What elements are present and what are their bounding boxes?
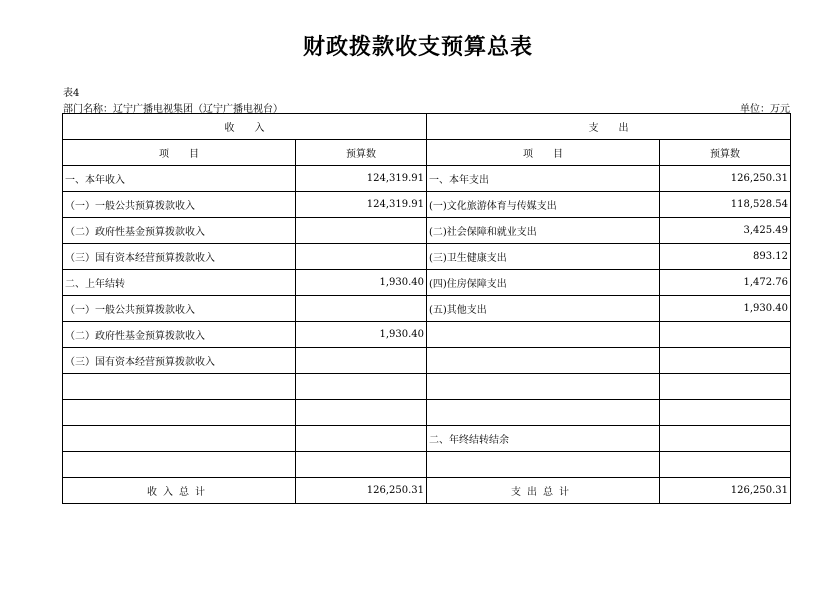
income-item-cell <box>63 426 296 452</box>
income-item-cell: （三）国有资本经营预算拨款收入 <box>63 244 296 270</box>
income-total-label: 收入总计 <box>63 478 296 504</box>
expense-item-cell: (五)其他支出 <box>427 296 660 322</box>
expense-value-cell: 118,528.54 <box>660 192 791 218</box>
expense-item-cell: (三)卫生健康支出 <box>427 244 660 270</box>
table-row <box>63 426 791 452</box>
income-value-cell <box>296 218 427 244</box>
expense-item-cell: (二)社会保障和就业支出 <box>427 218 660 244</box>
table-row <box>63 296 791 322</box>
income-item-cell: （三）国有资本经营预算拨款收入 <box>63 348 296 374</box>
expense-total-label: 支出总计 <box>427 478 660 504</box>
expense-value-cell <box>660 374 791 400</box>
expense-value-cell: 126,250.31 <box>660 166 791 192</box>
expense-value-cell: 893.12 <box>660 244 791 270</box>
income-value-cell: 124,319.91 <box>296 192 427 218</box>
table-row <box>63 322 791 348</box>
expense-value-cell <box>660 452 791 478</box>
income-total-value: 126,250.31 <box>296 478 427 504</box>
income-header: 收 入 <box>63 114 427 140</box>
table-row <box>63 166 791 192</box>
expense-total-value: 126,250.31 <box>660 478 791 504</box>
expense-item-cell: 一、本年支出 <box>427 166 660 192</box>
expense-item-cell <box>427 400 660 426</box>
income-item-cell: （一）一般公共预算拨款收入 <box>63 296 296 322</box>
unit-label: 单位：万元 <box>740 104 790 115</box>
expense-item-header: 项 目 <box>427 140 660 166</box>
table-row <box>63 374 791 400</box>
income-value-cell <box>296 374 427 400</box>
income-value-cell <box>296 452 427 478</box>
income-value-cell <box>296 244 427 270</box>
table-number: 表4 <box>63 88 80 99</box>
expense-item-cell: (一)文化旅游体育与传媒支出 <box>427 192 660 218</box>
income-item-header: 项 目 <box>63 140 296 166</box>
income-item-cell: 一、本年收入 <box>63 166 296 192</box>
income-item-cell: （二）政府性基金预算拨款收入 <box>63 322 296 348</box>
income-value-cell <box>296 348 427 374</box>
expense-value-cell: 3,425.49 <box>660 218 791 244</box>
table-row <box>63 192 791 218</box>
income-item-cell <box>63 374 296 400</box>
income-budget-header: 预算数 <box>296 140 427 166</box>
expense-item-cell <box>427 322 660 348</box>
income-value-cell <box>296 400 427 426</box>
expense-item-cell: 二、年终结转结余 <box>427 426 660 452</box>
section-header-row <box>63 114 791 140</box>
expense-value-cell: 1,930.40 <box>660 296 791 322</box>
budget-table-body <box>63 114 791 504</box>
budget-table <box>62 113 791 504</box>
expense-header: 支 出 <box>427 114 791 140</box>
table-row <box>63 218 791 244</box>
table-row <box>63 270 791 296</box>
table-row <box>63 244 791 270</box>
expense-value-cell <box>660 426 791 452</box>
income-item-cell: （一）一般公共预算拨款收入 <box>63 192 296 218</box>
income-item-cell <box>63 452 296 478</box>
income-value-cell <box>296 296 427 322</box>
expense-item-cell <box>427 348 660 374</box>
expense-value-cell <box>660 400 791 426</box>
expense-value-cell <box>660 348 791 374</box>
expense-value-cell <box>660 322 791 348</box>
table-row <box>63 348 791 374</box>
department-name: 部门名称：辽宁广播电视集团（辽宁广播电视台） <box>63 104 283 115</box>
income-item-cell: （二）政府性基金预算拨款收入 <box>63 218 296 244</box>
expense-budget-header: 预算数 <box>660 140 791 166</box>
expense-item-cell: (四)住房保障支出 <box>427 270 660 296</box>
column-header-row <box>63 140 791 166</box>
table-row <box>63 452 791 478</box>
income-item-cell: 二、上年结转 <box>63 270 296 296</box>
table-row <box>63 400 791 426</box>
income-value-cell <box>296 426 427 452</box>
income-value-cell: 1,930.40 <box>296 322 427 348</box>
income-value-cell: 124,319.91 <box>296 166 427 192</box>
expense-item-cell <box>427 374 660 400</box>
expense-item-cell <box>427 452 660 478</box>
income-value-cell: 1,930.40 <box>296 270 427 296</box>
expense-value-cell: 1,472.76 <box>660 270 791 296</box>
page-title: 财政拨款收支预算总表 <box>302 35 533 60</box>
totals-row <box>63 478 791 504</box>
income-item-cell <box>63 400 296 426</box>
